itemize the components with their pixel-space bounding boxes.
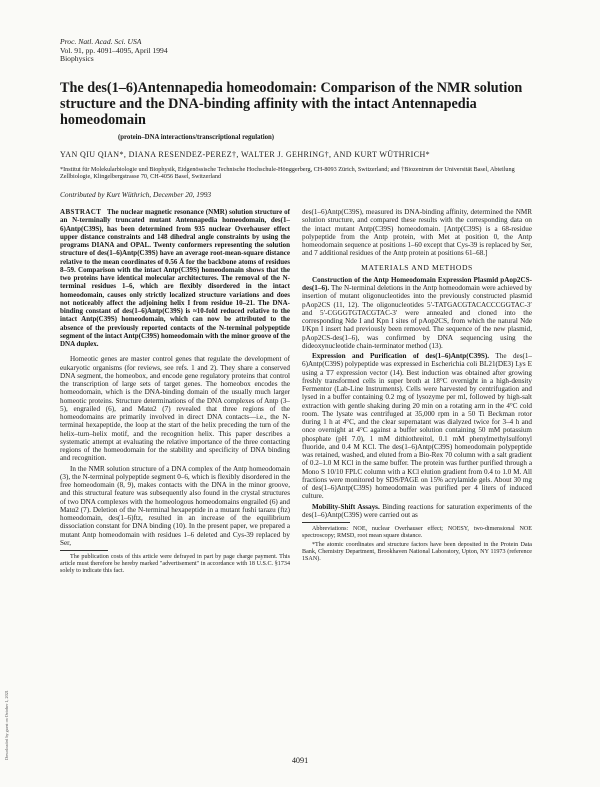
contributed-line: Contributed by Kurt Wüthrich, December 20, 1993 [60, 190, 212, 199]
coordinates-footnote: *The atomic coordinates and structure factors have been deposited in the Protein Data Bank, Chemistry Department, Brookhaven National Laboratory, Upton, NY 11973 (reference 1SAN). [302, 542, 532, 562]
intro-paragraph-2: In the NMR solution structure of a DNA complex of the Antp homeodomain (3), the N-terminal polypeptide segment 0–6, which is flexibly disordered in the free homeodomain (8, 9), makes contacts with the DNA in the minor groove, and this structural feature was subsequently also found in the crystal structures of two DNA complexes with the homeologous homeodomains engrailed (6) and Matα2 (7). Deletion of the N-terminal hexapeptide in a mutant fushi tarazu (ftz) homeodomain, des(1–6)ftz, resulted in an increase of the equilibrium dissociation constant for DNA binding (10). In the present paper, we prepared a mutant Antp homeodomain with residues 1–6 deleted and Cys-39 replaced by Ser, [60, 464, 290, 547]
download-note-text: Downloaded by guest on October 1, 2021 [4, 690, 9, 760]
author-list: YAN QIU QIAN*, DIANA RESENDEZ-PEREZ†, WALTER J. GEHRING†, AND KURT WÜTHRICH* [60, 150, 431, 159]
methods-heading: MATERIALS AND METHODS [361, 262, 473, 272]
journal-volume: Vol. 91, pp. 4091–4095, April 1994 [60, 45, 168, 55]
methods-text: Binding reactions for saturation experiments of the des(1–6)Antp(C39S) were carried out as [302, 502, 532, 519]
intro-paragraph-1: Homeotic genes are master control genes that regulate the development of eukaryotic organisms (for reviews, see refs. 1 and 2). They share a conserved DNA segment, the homeobox, and encode gene regulatory proteins that control the transcription of large sets of target genes. The homeobox encodes the homeodomain, which is the DNA-binding domain of the usually much larger homeotic proteins. Structure determinations of the DNA complexes of Antp (3–5), engrailed (6), and Matα2 (7) revealed that three regions of the homeodomains are primarily involved in direct DNA contacts—i.e., the N-terminal hexapeptide, the loop at the start of the helix preceding the turn of the helix–turn–helix motif, and the recognition helix. This paper describes a systematic attempt at evaluating the relative importance of the three contacting regions of the homeodomain for the stability and specificity of DNA binding and recognition. [60, 355, 290, 463]
left-column [60, 208, 290, 577]
methods-paragraph-1 [302, 276, 532, 350]
abstract [60, 208, 290, 348]
page-number: 4091 [291, 756, 309, 765]
methods-text: The N-terminal deletions in the Antp homeodomain were achieved by insertion of mutant oligonucleotides into the previously constructed plasmid pAop2CS (11, 12). The oligonucleotides 5′-TATGACGTACACCCGGTAC-3′ and 5′-CGGGTGTACGTAC-3′ were annealed and cloned into the corresponding Nde I and Kpn I sites of pAop2CS, from which the natural Nde I/Kpn I insert had previously been removed. The sequence of the new plasmid, pAop2CS-des(1–6), was confirmed by DNA sequencing using the dideoxynucleotide chain-terminator method (13). [302, 284, 532, 350]
right-column [302, 208, 532, 565]
journal-section: Biophysics [60, 54, 94, 64]
download-margin-note [4, 610, 12, 760]
intro-continuation: des(1–6)Antp(C39S), measured its DNA-binding affinity, determined the NMR solution structure, and compared these results with the corresponding data on the intact mutant Antp(C39S) homeodomain. [Antp(C39S) is a 68-residue polypeptide from the Antp protein, with Met at position 0, the Antp homeodomain sequence at positions 1–60 except that Cys-39 is replaced by Ser, and 7 additional residues of the Antp protein at positions 61–68.] [302, 208, 532, 258]
keywords: (protein–DNA interactions/transcriptional regulation) [118, 134, 275, 141]
affiliation: *Institut für Molekularbiologie und Biophysik, Eidgenössische Technische Hochschule-Hönggerberg, CH-8093 Zürich, Switzerland; and †Biozentrum der Universität Basel, Abteilung Zellbiologie, Klingelbergstrasse 70, CH-4056 Basel, Switzerland [60, 166, 515, 181]
methods-text: The des(1–6)Antp(C39S) polypeptide was expressed in Escherichia coli BL21(DE3) Lys E using a T7 expression vector (14). Best induction was obtained after growing freshly transformed cells in super broth at 18°C overnight in a high-density Fermentor (Lab-Line Instruments). Cells were harvested by centrifugation and lysed in a buffer containing 0.2 mg of lysozyme per ml, followed by high-salt extraction with gentle shaking during 20 min on a rotating arm in the 4°C cold room. The lysate was centrifuged at 35,000 rpm in a 50 Ti Beckman rotor during 1 h at 4°C, and the clear supernatant was dialyzed twice for 3–4 h and once overnight at 4°C against a buffer solution containing 50 mM potassium phosphate (pH 7.0), 1 mM dithiothreitol, 0.1 mM phenylmethylsulfonyl fluoride, and 0.4 M KCl. The des(1–6)Antp(C39S) homeodomain polypeptide was retained, washed, and eluted from a Bio-Rex 70 column with a salt gradient of 0.2–1.0 M KCl in the same buffer. The protein was further purified through a Mono S 10/10 FPLC column with a KCl elution gradient from 0.4 to 1.0 M. All fractions were monitored by SDS/PAGE on 15% acrylamide gels. About 30 mg of des(1–6)Antp(C39S) homeodomain was purified per 4 liters of induced culture. [302, 352, 532, 501]
footnote-divider [60, 550, 108, 551]
abstract-heading: ABSTRACT [60, 208, 102, 216]
journal-header [60, 38, 168, 64]
paper-title: The des(1–6)Antennapedia homeodomain: Comparison of the NMR solution structure and the DNA-binding affinity with the intact Antennapedia homeodomain [60, 80, 523, 128]
methods-paragraph-3 [302, 503, 532, 520]
footnote-divider [302, 522, 350, 523]
methods-paragraph-2 [302, 352, 532, 501]
run-in-heading: Expression and Purification of des(1–6)Antp(C39S). [312, 352, 490, 360]
run-in-heading: Mobility-Shift Assays. [312, 502, 380, 511]
abbreviations-footnote: Abbreviations: NOE, nuclear Overhauser effect; NOESY, two-dimensional NOE spectroscopy; RMSD, root mean square distance. [302, 526, 532, 539]
journal-name: Proc. Natl. Acad. Sci. USA [60, 37, 142, 46]
page-charge-footnote: The publication costs of this article were defrayed in part by page charge payment. This article must therefore be hereby marked "advertisement" in accordance with 18 U.S.C. §1734 solely to indicate this fact. [60, 554, 290, 574]
run-in-heading: Construction of the Antp Homeodomain Expression Plasmid pAop2CS-des(1–6). [302, 275, 532, 292]
abstract-text: The nuclear magnetic resonance (NMR) solution structure of an N-terminally truncated mutant Antennapedia homeodomain, des(1–6)Antp(C39S), has been determined from 935 nuclear Overhauser effect upper distance constraints and 148 dihedral angle constraints by using the programs DIANA and OPAL. Twenty conformers representing the solution structure of des(1–6)Antp(C39S) have an average root-mean-square distance relative to the mean coordinates of 0.56 Å for the backbone atoms of residues 8–59. Comparison with the intact Antp(C39S) homeodomain shows that the two proteins have identical molecular architectures. The removal of the N-terminal residues 1–6, which are flexibly disordered in the intact homeodomain, causes only strictly localized structure variations and does not noticeably affect the adjoining helix I from residue 10–21. The DNA-binding constant of des(1–6)Antp(C39S) is ≈10-fold reduced relative to the intact Antp(C39S) homeodomain, which can now be attributed to the absence of the previously reported contacts of the N-terminal polypeptide segment of the intact Antp(C39S) homeodomain with the minor groove of the DNA duplex. [60, 208, 290, 348]
